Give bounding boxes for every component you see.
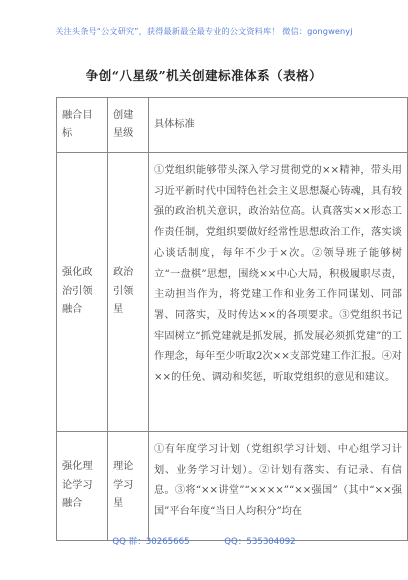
table-row <box>57 153 408 432</box>
footer-qq: QQ：535304092 <box>224 537 296 547</box>
table-row <box>57 432 408 541</box>
header-cell-star: 创建星级 <box>108 98 149 153</box>
cell-standard: ①有年度学习计划（党组织学习计划、中心组学习计划、业务学习计划）。②计划有落实、有记录、有信息。③将“××讲堂”“××××”“××强国”（其中“××强国”平台年度“当日人均积分”均在 <box>149 432 408 541</box>
cell-goal: 强化政治引领融合 <box>57 153 108 432</box>
cell-star: 理论学习星 <box>108 432 149 541</box>
standards-table <box>56 97 408 541</box>
header-cell-goal: 融合目标 <box>57 98 108 153</box>
header-banner: 关注头条号“公文研究”，获得最新最全最专业的公文资料库！ 微信：gongwenyj <box>55 26 353 36</box>
cell-standard: ①党组织能够带头深入学习贯彻党的××精神，带头用习近平新时代中国特色社会主义思想凝心铸魂，具有较强的政治机关意识，政治站位高。认真落实××形态工作责任制，党组织要做好经常性思想政治工作，落实谈心谈话制度，每年不少于×次。②领导班子能够树立“一盘棋”思想，围绕××中心大局，积极履职尽责，主动担当作为，将党建工作和业务工作同谋划、同部署、同落实，及时传达××的各项要求。③党组织书记牢固树立“抓党建就是抓发展，抓发展必须抓党建”的工作理念，每年至少听取2次××支部党建工作汇报。④对××的任免、调动和奖惩，听取党组织的意见和建议。 <box>149 153 408 432</box>
footer-contact <box>0 535 408 547</box>
cell-star: 政治引领星 <box>108 153 149 432</box>
footer-qq-group: QQ 群：30265665 <box>112 537 190 547</box>
document-title: 争创“八星级”机关创建标准体系（表格） <box>85 68 323 83</box>
cell-goal: 强化理论学习融合 <box>57 432 108 541</box>
header-cell-standard: 具体标准 <box>149 98 408 153</box>
table-header-row <box>57 98 408 153</box>
